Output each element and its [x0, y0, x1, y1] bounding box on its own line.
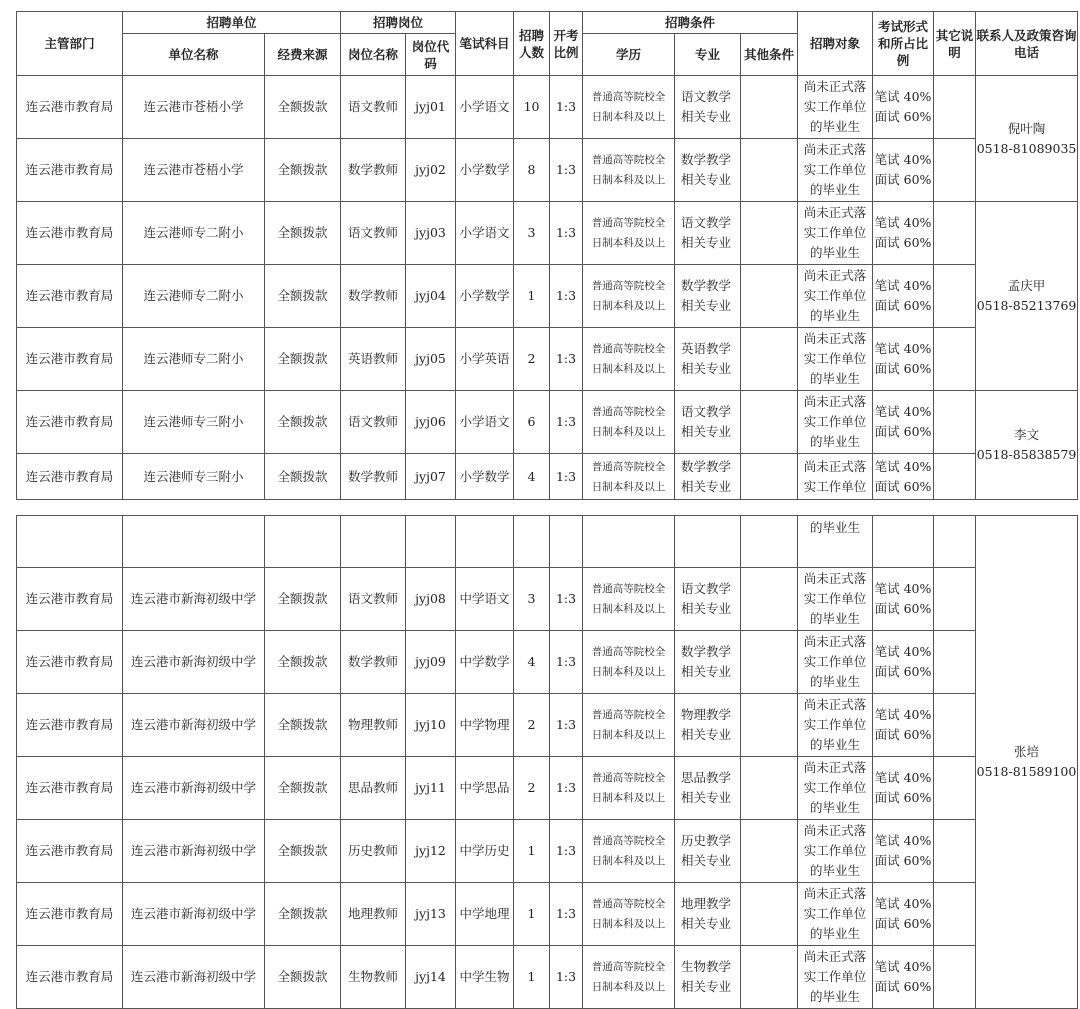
- cell-other: [741, 139, 798, 202]
- contact-cell-2: [976, 202, 1078, 391]
- cell-exam-form: 笔试 40% 面试 60%: [873, 328, 934, 391]
- cell-education: 普通高等院校全 日制本科及以上: [583, 139, 675, 202]
- cell-education: 普通高等院校全 日制本科及以上: [583, 946, 675, 1009]
- cell-ratio: 1:3: [550, 757, 583, 820]
- cell-funding: 全额拨款: [265, 883, 341, 946]
- cell-remarks: [934, 76, 976, 139]
- cell-count: 3: [514, 202, 550, 265]
- table-row: [17, 757, 1078, 820]
- header-unit: 招聘单位: [123, 12, 341, 34]
- cell-ratio: 1:3: [550, 820, 583, 883]
- cell-count: 4: [514, 454, 550, 500]
- cell-post-code: jyj09: [406, 631, 456, 694]
- cell-major: 物理教学 相关专业: [675, 694, 741, 757]
- cell-post: 语文教师: [341, 76, 406, 139]
- cell-exam-form: 笔试 40% 面试 60%: [873, 946, 934, 1009]
- cell-other: [741, 265, 798, 328]
- cell-funding: 全额拨款: [265, 76, 341, 139]
- cell-exam-subject: 中学物理: [456, 694, 514, 757]
- cell-target: 尚未正式落 实工作单位 的毕业生: [798, 757, 873, 820]
- cell-education: 普通高等院校全 日制本科及以上: [583, 568, 675, 631]
- table-row: [17, 694, 1078, 757]
- cell-other: [741, 391, 798, 454]
- cell-exam-subject: 中学语文: [456, 568, 514, 631]
- cell-remarks: [934, 391, 976, 454]
- cell-major: 生物教学 相关专业: [675, 946, 741, 1009]
- cell-major: 思品教学 相关专业: [675, 757, 741, 820]
- cell-other: [741, 883, 798, 946]
- cell-unit: 连云港师专二附小: [123, 202, 265, 265]
- cell-remarks: [934, 328, 976, 391]
- cell-major: 英语教学 相关专业: [675, 328, 741, 391]
- header-post-name: 岗位名称: [341, 34, 406, 76]
- cell-education: 普通高等院校全 日制本科及以上: [583, 454, 675, 500]
- cell-other: [741, 76, 798, 139]
- cell-post: 数学教师: [341, 139, 406, 202]
- cell-funding: 全额拨款: [265, 568, 341, 631]
- cell-unit: 连云港市新海初级中学: [123, 631, 265, 694]
- contact-cell-1: [976, 76, 1078, 202]
- header-major: 专业: [675, 34, 741, 76]
- table-row: [17, 202, 1078, 265]
- cell-education: 普通高等院校全 日制本科及以上: [583, 328, 675, 391]
- cell-dept: 连云港市教育局: [17, 946, 123, 1009]
- cell-education: 普通高等院校全 日制本科及以上: [583, 694, 675, 757]
- cell-ratio: 1:3: [550, 883, 583, 946]
- cell-education: 普通高等院校全 日制本科及以上: [583, 202, 675, 265]
- cell-exam-form: 笔试 40% 面试 60%: [873, 139, 934, 202]
- cell-education: 普通高等院校全 日制本科及以上: [583, 820, 675, 883]
- contact-name: 孟庆甲: [1007, 278, 1046, 293]
- cell-target: 尚未正式落 实工作单位 的毕业生: [798, 694, 873, 757]
- cell-remarks: [934, 883, 976, 946]
- cell-remarks: [934, 454, 976, 500]
- cell-funding: 全额拨款: [265, 631, 341, 694]
- cell-ratio: 1:3: [550, 328, 583, 391]
- cell-remarks: [934, 139, 976, 202]
- cell-target: 尚未正式落 实工作单位 的毕业生: [798, 631, 873, 694]
- cell-remarks: [934, 568, 976, 631]
- cell-exam-form: 笔试 40% 面试 60%: [873, 883, 934, 946]
- cell-other: [741, 946, 798, 1009]
- recruitment-table-part1: [16, 11, 1078, 500]
- cell-unit: 连云港市新海初级中学: [123, 946, 265, 1009]
- table-row: [17, 265, 1078, 328]
- cell-count: 2: [514, 757, 550, 820]
- cell-dept: 连云港市教育局: [17, 568, 123, 631]
- cell-post: 语文教师: [341, 391, 406, 454]
- cell-exam-subject: 中学思品: [456, 757, 514, 820]
- cell-other: [741, 454, 798, 500]
- cell-education: 普通高等院校全 日制本科及以上: [583, 631, 675, 694]
- cell-major: 语文教学 相关专业: [675, 202, 741, 265]
- header-remarks: 其它说明: [934, 12, 976, 76]
- header-dept: 主管部门: [17, 12, 123, 76]
- cell-post: 生物教师: [341, 946, 406, 1009]
- cell-ratio: 1:3: [550, 76, 583, 139]
- cell-post: 数学教师: [341, 631, 406, 694]
- header-ratio: 开考比例: [550, 12, 583, 76]
- cell-other: [741, 694, 798, 757]
- cell-major: 地理教学 相关专业: [675, 883, 741, 946]
- cell-funding: 全额拨款: [265, 757, 341, 820]
- cell-exam-subject: 小学数学: [456, 454, 514, 500]
- cell-dept: 连云港市教育局: [17, 883, 123, 946]
- cell-funding: 全额拨款: [265, 820, 341, 883]
- cell-funding: 全额拨款: [265, 202, 341, 265]
- cell-count: 6: [514, 391, 550, 454]
- cell-unit: 连云港市新海初级中学: [123, 694, 265, 757]
- cell-remarks: [934, 631, 976, 694]
- cell-post-code: jyj01: [406, 76, 456, 139]
- cell-exam-form: 笔试 40% 面试 60%: [873, 454, 934, 500]
- contact-phone: 0518-85213769: [976, 298, 1077, 313]
- cell-post: 数学教师: [341, 265, 406, 328]
- contact-name: 倪叶陶: [1007, 120, 1046, 136]
- table-row: [17, 883, 1078, 946]
- cell-post-code: jyj14: [406, 946, 456, 1009]
- cell-education: 普通高等院校全 日制本科及以上: [583, 883, 675, 946]
- header-education: 学历: [583, 34, 675, 76]
- cell-ratio: 1:3: [550, 631, 583, 694]
- cell-dept: 连云港市教育局: [17, 265, 123, 328]
- cell-exam-subject: 中学生物: [456, 946, 514, 1009]
- cell-other: [741, 757, 798, 820]
- cell-post: 思品教师: [341, 757, 406, 820]
- cell-unit: 连云港市新海初级中学: [123, 883, 265, 946]
- cell-major: 历史教学 相关专业: [675, 820, 741, 883]
- contact-cell-4: [976, 516, 1078, 1009]
- cell-target: 尚未正式落 实工作单位 的毕业生: [798, 139, 873, 202]
- cell-dept: 连云港市教育局: [17, 328, 123, 391]
- cell-unit: 连云港市苍梧小学: [123, 139, 265, 202]
- cell-post-code: jyj10: [406, 694, 456, 757]
- cell-other: [741, 202, 798, 265]
- table-row: [17, 76, 1078, 139]
- cell-dept: 连云港市教育局: [17, 139, 123, 202]
- cell-post: 地理教师: [341, 883, 406, 946]
- table-body-part2: [17, 516, 1078, 1009]
- cell-major: 数学教学 相关专业: [675, 265, 741, 328]
- cell-unit: 连云港师专二附小: [123, 328, 265, 391]
- cell-unit: 连云港师专二附小: [123, 265, 265, 328]
- cell-post: 物理教师: [341, 694, 406, 757]
- cell-dept: 连云港市教育局: [17, 454, 123, 500]
- cell-education: 普通高等院校全 日制本科及以上: [583, 757, 675, 820]
- cell-exam-subject: 小学英语: [456, 328, 514, 391]
- cell-post: 语文教师: [341, 568, 406, 631]
- header-contact: 联系人及政策咨询电话: [976, 12, 1078, 76]
- cell-unit: 连云港市苍梧小学: [123, 76, 265, 139]
- cell-dept: 连云港市教育局: [17, 820, 123, 883]
- cell-post-code: jyj06: [406, 391, 456, 454]
- cell-remarks: [934, 946, 976, 1009]
- cell-post: 语文教师: [341, 202, 406, 265]
- contact-name: 李文: [1014, 427, 1040, 442]
- cell-unit: 连云港师专三附小: [123, 391, 265, 454]
- cell-exam-subject: 中学地理: [456, 883, 514, 946]
- cell-remarks: [934, 757, 976, 820]
- cell-target: 尚未正式落 实工作单位 的毕业生: [798, 202, 873, 265]
- cell-count: 4: [514, 631, 550, 694]
- header-count: 招聘人数: [514, 12, 550, 76]
- cell-other: [741, 820, 798, 883]
- cell-other: [741, 631, 798, 694]
- header-post: 招聘岗位: [341, 12, 456, 34]
- table-row: [17, 328, 1078, 391]
- cell-exam-subject: 小学语文: [456, 391, 514, 454]
- cell-ratio: 1:3: [550, 454, 583, 500]
- cell-count: 1: [514, 883, 550, 946]
- cell-count: 1: [514, 946, 550, 1009]
- contact-cell-3: [976, 391, 1078, 500]
- cell-target: 尚未正式落 实工作单位 的毕业生: [798, 820, 873, 883]
- cell-major: 语文教学 相关专业: [675, 391, 741, 454]
- cell-other: [741, 568, 798, 631]
- table-row: [17, 820, 1078, 883]
- header-post-code: 岗位代码: [406, 34, 456, 76]
- cell-target: 尚未正式落 实工作单位: [798, 454, 873, 500]
- cell-post-code: jyj13: [406, 883, 456, 946]
- cell-ratio: 1:3: [550, 139, 583, 202]
- cell-exam-subject: 小学语文: [456, 202, 514, 265]
- cell-dept: 连云港市教育局: [17, 202, 123, 265]
- cell-exam-form: 笔试 40% 面试 60%: [873, 820, 934, 883]
- cell-unit: 连云港市新海初级中学: [123, 568, 265, 631]
- cell-post: 历史教师: [341, 820, 406, 883]
- cell-exam-form: 笔试 40% 面试 60%: [873, 568, 934, 631]
- cell-count: 10: [514, 76, 550, 139]
- cell-unit: 连云港市新海初级中学: [123, 757, 265, 820]
- cell-exam-subject: 小学语文: [456, 76, 514, 139]
- header-unit-name: 单位名称: [123, 34, 265, 76]
- table-row: [17, 946, 1078, 1009]
- cell-exam-form: 笔试 40% 面试 60%: [873, 757, 934, 820]
- table-row: [17, 568, 1078, 631]
- cell-post-code: jyj11: [406, 757, 456, 820]
- cell-remarks: [934, 202, 976, 265]
- cell-major: 语文教学 相关专业: [675, 76, 741, 139]
- cell-post-code: jyj08: [406, 568, 456, 631]
- cell-ratio: 1:3: [550, 946, 583, 1009]
- cell-major: 数学教学 相关专业: [675, 139, 741, 202]
- cell-major: 数学教学 相关专业: [675, 454, 741, 500]
- cell-dept: 连云港市教育局: [17, 391, 123, 454]
- cell-major: 语文教学 相关专业: [675, 568, 741, 631]
- cell-dept: 连云港市教育局: [17, 694, 123, 757]
- cell-ratio: 1:3: [550, 391, 583, 454]
- table-row: [17, 454, 1078, 500]
- header-conditions: 招聘条件: [583, 12, 798, 34]
- cell-education: 普通高等院校全 日制本科及以上: [583, 265, 675, 328]
- cell-dept: 连云港市教育局: [17, 757, 123, 820]
- cell-target: 尚未正式落 实工作单位 的毕业生: [798, 391, 873, 454]
- page-break-gap: [0, 501, 1080, 515]
- cell-funding: 全额拨款: [265, 454, 341, 500]
- cell-education: 普通高等院校全 日制本科及以上: [583, 391, 675, 454]
- cell-other: [741, 328, 798, 391]
- cell-target: 尚未正式落 实工作单位 的毕业生: [798, 265, 873, 328]
- cell-count: 2: [514, 694, 550, 757]
- cell-target: 尚未正式落 实工作单位 的毕业生: [798, 328, 873, 391]
- contact-phone: 0518-85838579: [976, 447, 1077, 462]
- header-exam-form: 考试形式和所占比例: [873, 12, 934, 76]
- cell-post-code: jyj12: [406, 820, 456, 883]
- cell-exam-subject: 小学数学: [456, 265, 514, 328]
- header-other: 其他条件: [741, 34, 798, 76]
- cell-post: 数学教师: [341, 454, 406, 500]
- cell-funding: 全额拨款: [265, 265, 341, 328]
- contact-phone: 0518-81089035: [976, 140, 1077, 156]
- cell-exam-form: 笔试 40% 面试 60%: [873, 694, 934, 757]
- cell-exam-subject: 中学数学: [456, 631, 514, 694]
- cell-exam-form: 笔试 40% 面试 60%: [873, 76, 934, 139]
- cell-funding: 全额拨款: [265, 328, 341, 391]
- cell-exam-subject: 小学数学: [456, 139, 514, 202]
- cell-remarks: [934, 265, 976, 328]
- cell-post-code: jyj05: [406, 328, 456, 391]
- contact-phone: 0518-81589100: [976, 764, 1077, 779]
- cell-ratio: 1:3: [550, 265, 583, 328]
- recruitment-table-part2: [16, 515, 1078, 1009]
- cell-funding: 全额拨款: [265, 139, 341, 202]
- cell-post-code: jyj02: [406, 139, 456, 202]
- header-exam-subject: 笔试科目: [456, 12, 514, 76]
- cell-post-code: jyj07: [406, 454, 456, 500]
- cell-ratio: 1:3: [550, 568, 583, 631]
- cell-funding: 全额拨款: [265, 391, 341, 454]
- cell-dept: 连云港市教育局: [17, 76, 123, 139]
- cell-count: 1: [514, 265, 550, 328]
- continuation-row: [17, 516, 1078, 568]
- table-row: [17, 391, 1078, 454]
- cell-count: 1: [514, 820, 550, 883]
- cell-target: 尚未正式落 实工作单位 的毕业生: [798, 568, 873, 631]
- cell-count: 3: [514, 568, 550, 631]
- cell-post: 英语教师: [341, 328, 406, 391]
- cell-post-code: jyj03: [406, 202, 456, 265]
- cell-ratio: 1:3: [550, 694, 583, 757]
- cell-exam-form: 笔试 40% 面试 60%: [873, 265, 934, 328]
- cell-remarks: [934, 820, 976, 883]
- header-funding: 经费来源: [265, 34, 341, 76]
- cell-unit: 连云港市新海初级中学: [123, 820, 265, 883]
- header-target: 招聘对象: [798, 12, 873, 76]
- cell-exam-form: 笔试 40% 面试 60%: [873, 202, 934, 265]
- contact-name: 张培: [1013, 744, 1039, 759]
- cell-major: 数学教学 相关专业: [675, 631, 741, 694]
- cell-unit: 连云港师专三附小: [123, 454, 265, 500]
- cell-post-code: jyj04: [406, 265, 456, 328]
- cell-funding: 全额拨款: [265, 694, 341, 757]
- continuation-target: 的毕业生: [798, 516, 873, 568]
- table-row: [17, 631, 1078, 694]
- cell-ratio: 1:3: [550, 202, 583, 265]
- cell-target: 尚未正式落 实工作单位 的毕业生: [798, 883, 873, 946]
- cell-target: 尚未正式落 实工作单位 的毕业生: [798, 946, 873, 1009]
- cell-count: 8: [514, 139, 550, 202]
- cell-exam-form: 笔试 40% 面试 60%: [873, 391, 934, 454]
- table-body-part1: [17, 76, 1078, 500]
- cell-exam-form: 笔试 40% 面试 60%: [873, 631, 934, 694]
- cell-count: 2: [514, 328, 550, 391]
- table-row: [17, 139, 1078, 202]
- cell-remarks: [934, 694, 976, 757]
- cell-education: 普通高等院校全 日制本科及以上: [583, 76, 675, 139]
- cell-target: 尚未正式落 实工作单位 的毕业生: [798, 76, 873, 139]
- cell-exam-subject: 中学历史: [456, 820, 514, 883]
- cell-dept: 连云港市教育局: [17, 631, 123, 694]
- cell-funding: 全额拨款: [265, 946, 341, 1009]
